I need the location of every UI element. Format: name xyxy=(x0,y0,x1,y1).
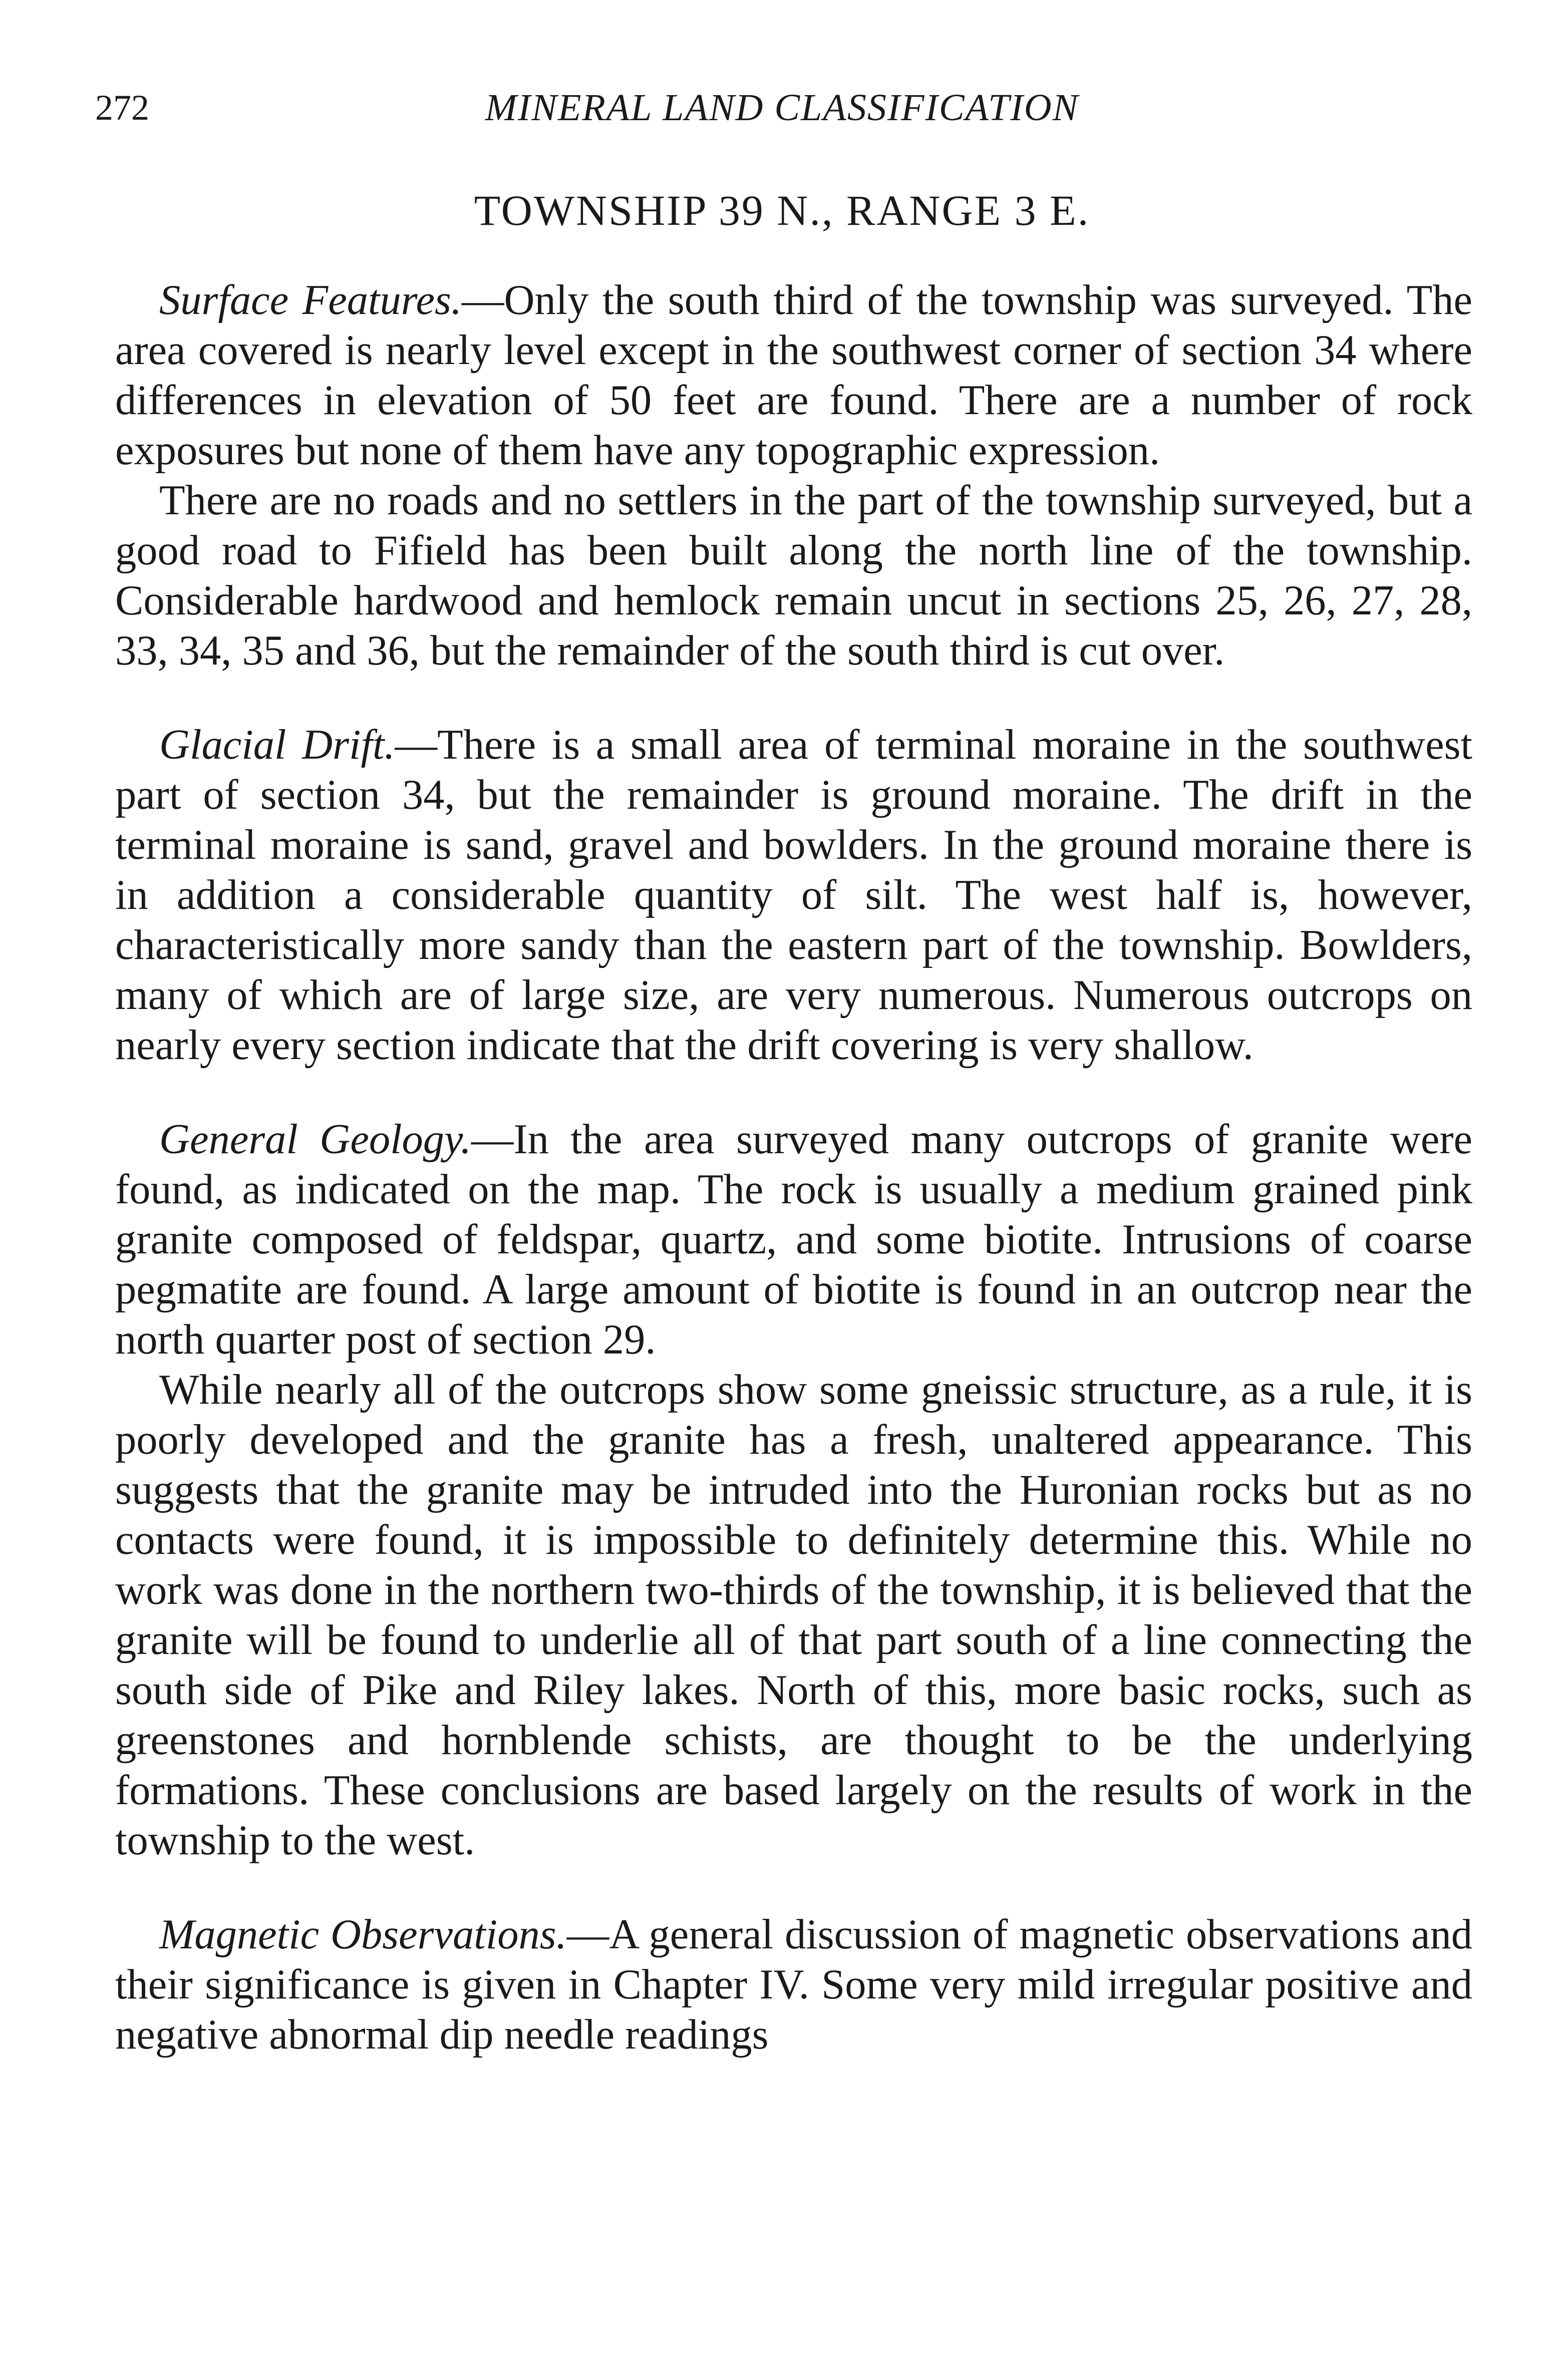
heading-magnetic-observations: Magnetic Observations. xyxy=(159,1911,567,1958)
running-title: MINERAL LAND CLASSIFICATION xyxy=(485,87,1079,129)
text-glacial-drift: —There is a small area of terminal moraine in the southwest part of section 34, but the remainder is ground moraine. The drift in the terminal moraine is sand, gravel and bowlders. In the ground moraine there is in addition a considerable quantity of silt. The west half is, however, characteristically more sandy than the eastern part of the township. Bowlders, many of which are of large size, are very numerous. Numerous outcrops on nearly every section indicate that the drift covering is very shallow. xyxy=(115,722,1472,1069)
text-surface-features: —Only the south third of the township was surveyed. The area covered is nearly level except in the southwest corner of section 34 where differences in elevation of 50 feet are found. There are a number of rock exposures but none of them have any topographic expression. xyxy=(115,277,1472,474)
paragraph-glacial-drift xyxy=(115,720,1472,1071)
heading-surface-features: Surface Features. xyxy=(159,277,462,323)
text-roads-and-timber: There are no roads and no settlers in the part of the township surveyed, but a good road to Fifield has been built along the north line of the township. Considerable hardwood and hemlock remain uncut in sections 25, 26, 27, 28, 33, 34, 35 and 36, but the remainder of the south third is cut over. xyxy=(115,477,1472,674)
heading-general-geology: General Geology. xyxy=(159,1116,472,1163)
body-text xyxy=(115,275,1472,2060)
text-general-geology: —In the area surveyed many outcrops of granite were found, as indicated on the map. The rock is usually a medium grained pink granite composed of feldspar, quartz, and some biotite. Intrusions of coarse pegmatite are found. A large amount of biotite is found in an outcrop near the north quarter post of section 29. xyxy=(115,1116,1472,1363)
paragraph-roads-and-timber xyxy=(115,476,1472,676)
paragraph-magnetic-observations xyxy=(115,1910,1472,2060)
page-number: 272 xyxy=(95,88,149,128)
paragraph-surface-features xyxy=(115,275,1472,476)
text-gneissic-structure: While nearly all of the outcrops show some gneissic structure, as a rule, it is poorly developed and the granite has a fresh, unaltered appearance. This suggests that the granite may be intruded into the Huronian rocks but as no contacts were found, it is impossible to definitely determine this. While no work was done in the northern two-thirds of the township, it is believed that the granite will be found to underlie all of that part south of a line connecting the south side of Pike and Riley lakes. North of this, more basic rocks, such as greenstones and hornblende schists, are thought to be the underlying formations. These conclusions are based largely on the results of work in the township to the west. xyxy=(115,1367,1472,1864)
text-magnetic-observations: —A general discussion of magnetic observations and their significance is given in Chapter IV. Some very mild irregular positive and negative abnormal dip needle readings xyxy=(115,1911,1472,2058)
running-header xyxy=(95,80,1469,135)
section-heading: TOWNSHIP 39 N., RANGE 3 E. xyxy=(474,186,1090,234)
paragraph-general-geology xyxy=(115,1115,1472,1365)
paragraph-gneissic-structure xyxy=(115,1365,1472,1866)
heading-glacial-drift: Glacial Drift. xyxy=(159,722,395,768)
